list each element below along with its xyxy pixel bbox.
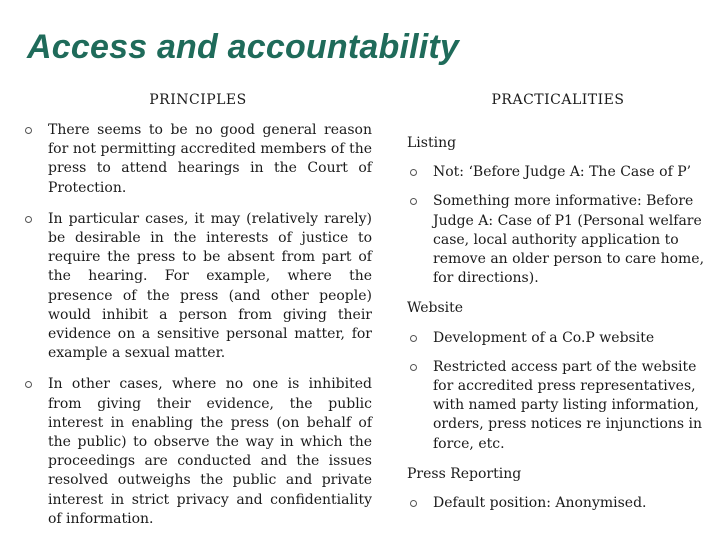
listing-item — [407, 163, 707, 182]
principle-text: In other cases, where no one is inhibited from giving their evidence, the public interest in enabling the press (on behalf of the public) to observe the way in which the proceedings are conducted and the issues resolved outweighs the public and private interest in strict privacy and confidentiality of information. — [48, 376, 372, 527]
principle-item — [22, 210, 372, 364]
website-item — [407, 329, 707, 348]
circle-bullet-icon — [410, 335, 417, 342]
principle-item — [22, 375, 372, 529]
practicalities-heading: PRACTICALITIES — [491, 92, 625, 108]
press-reporting-item — [407, 494, 707, 513]
press-reporting-item-text: Default position: Anonymised. — [433, 495, 647, 512]
website-label: Website — [407, 300, 464, 317]
listing-item — [407, 192, 707, 288]
press-reporting-label: Press Reporting — [407, 465, 522, 482]
website-item-text: Restricted access part of the website for accredited press representatives, with named party listing information, orders, press notices re injunctions in force, etc. — [433, 358, 703, 452]
circle-bullet-icon — [410, 364, 417, 371]
principle-item — [22, 121, 372, 198]
website-item-text: Development of a Co.P website — [433, 329, 655, 346]
listing-label: Listing — [407, 135, 457, 151]
listing-item-text: Something more informative: Before Judge A: Case of P1 (Personal welfare case, local authority application to remove an older person to care home, for directions). — [433, 193, 705, 287]
listing-item-text: Not: ‘Before Judge A: The Case of P’ — [433, 164, 692, 181]
circle-bullet-icon — [25, 127, 32, 134]
practicalities-list — [407, 134, 707, 513]
principles-list — [22, 121, 372, 529]
principle-text: In particular cases, it may (relatively rarely) be desirable in the interests of justice to require the press to be absent from part of the hearing. For example, where the presence of the press (and other people) would inhibit a person from giving their evidence on a sensitive personal matter, for example a sexual matter. — [48, 210, 372, 362]
circle-bullet-icon — [410, 198, 417, 205]
circle-bullet-icon — [410, 500, 417, 507]
circle-bullet-icon — [25, 216, 32, 223]
principle-text: There seems to be no good general reason for not permitting accredited members of the press to attend hearings in the Court of Protection. — [48, 122, 372, 196]
circle-bullet-icon — [25, 381, 32, 388]
website-item — [407, 358, 707, 454]
circle-bullet-icon — [410, 169, 417, 176]
principles-heading: PRINCIPLES — [149, 92, 247, 108]
slide-title: Access and accountability — [27, 28, 460, 66]
